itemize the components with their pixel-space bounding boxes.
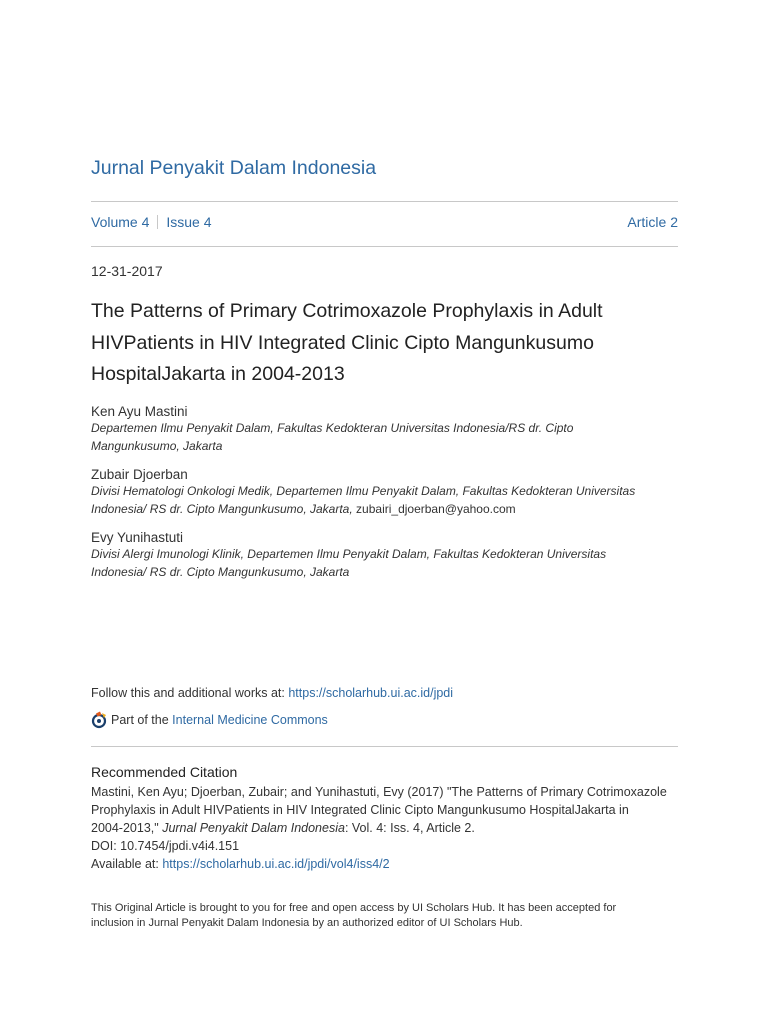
- access-note: This Original Article is brought to you for free and open access by UI Scholars Hub. It has been accepted for inclusion in Jurnal Penyakit Dalam Indonesia by an authorized editor of UI Scholars Hub.: [91, 902, 617, 929]
- issue-link[interactable]: Issue 4: [166, 214, 212, 230]
- part-of-line: [91, 711, 328, 729]
- citation-line: Mastini, Ken Ayu; Djoerban, Zubair; and Yunihastuti, Evy (2017) "The Patterns of Primary Cotrimoxazole: [91, 785, 667, 799]
- part-of-label: Part of the: [111, 713, 169, 727]
- recommended-citation-heading: Recommended Citation: [91, 764, 238, 780]
- author-affiliation: Divisi Alergi Imunologi Klinik, Departemen Ilmu Penyakit Dalam, Fakultas Kedokteran Universitas Indonesia/ RS dr. Cipto Mangunkusumo, Jakarta: [91, 547, 607, 579]
- article-title: [91, 296, 671, 391]
- available-url-link[interactable]: https://scholarhub.ui.ac.id/jpdi/vol4/iss4/2: [162, 857, 390, 871]
- title-line: HIVPatients in HIV Integrated Clinic Cipto Mangunkusumo: [91, 331, 594, 354]
- follow-url-link[interactable]: https://scholarhub.ui.ac.id/jpdi: [288, 686, 454, 700]
- citation-doi: DOI: 10.7454/jpdi.v4i4.151: [91, 839, 240, 853]
- divider-issue: [91, 246, 678, 247]
- internal-medicine-commons-link[interactable]: Internal Medicine Commons: [172, 713, 328, 727]
- citation-journal: Jurnal Penyakit Dalam Indonesia: [162, 821, 345, 835]
- citation-line: Prophylaxis in Adult HIVPatients in HIV Integrated Clinic Cipto Mangunkusumo HospitalJakarta in: [91, 803, 629, 817]
- author-name: Evy Yunihastuti: [91, 530, 184, 545]
- volume-issue-group: [91, 214, 212, 230]
- citation-text: [91, 783, 671, 873]
- author-name: Zubair Djoerban: [91, 467, 188, 482]
- author-block: [91, 403, 678, 455]
- publication-date: 12-31-2017: [91, 263, 163, 279]
- divider-top: [91, 201, 678, 202]
- follow-line: [91, 686, 453, 700]
- author-affiliation: Divisi Hematologi Onkologi Medik, Departemen Ilmu Penyakit Dalam, Fakultas Kedokteran Universitas Indonesia/ RS dr. Cipto Mangunkusumo, Jakarta, zubairi_djoerban@yahoo.com: [91, 484, 636, 516]
- author-email: zubairi_djoerban@yahoo.com: [356, 501, 516, 516]
- author-name: Ken Ayu Mastini: [91, 404, 188, 419]
- separator: [157, 215, 158, 229]
- title-line: HospitalJakarta in 2004-2013: [91, 363, 345, 385]
- follow-label: Follow this and additional works at:: [91, 686, 285, 700]
- bepress-commons-icon: [91, 711, 107, 729]
- author-affiliation: Departemen Ilmu Penyakit Dalam, Fakultas Kedokteran Universitas Indonesia/RS dr. Cipto Mangunkusumo, Jakarta: [91, 421, 574, 453]
- journal-title-link[interactable]: Jurnal Penyakit Dalam Indonesia: [91, 157, 377, 179]
- author-block: [91, 466, 678, 518]
- volume-link[interactable]: Volume 4: [91, 214, 150, 230]
- title-line: The Patterns of Primary Cotrimoxazole Prophylaxis in Adult: [91, 300, 603, 322]
- author-block: [91, 529, 678, 581]
- citation-line: 2004-2013," Jurnal Penyakit Dalam Indonesia: Vol. 4: Iss. 4, Article 2.: [91, 821, 475, 835]
- issue-bar: [91, 214, 678, 230]
- author-list: [91, 403, 678, 592]
- divider-citation: [91, 746, 678, 747]
- citation-available: Available at: https://scholarhub.ui.ac.id/jpdi/vol4/iss4/2: [91, 857, 390, 871]
- article-link[interactable]: Article 2: [627, 214, 678, 230]
